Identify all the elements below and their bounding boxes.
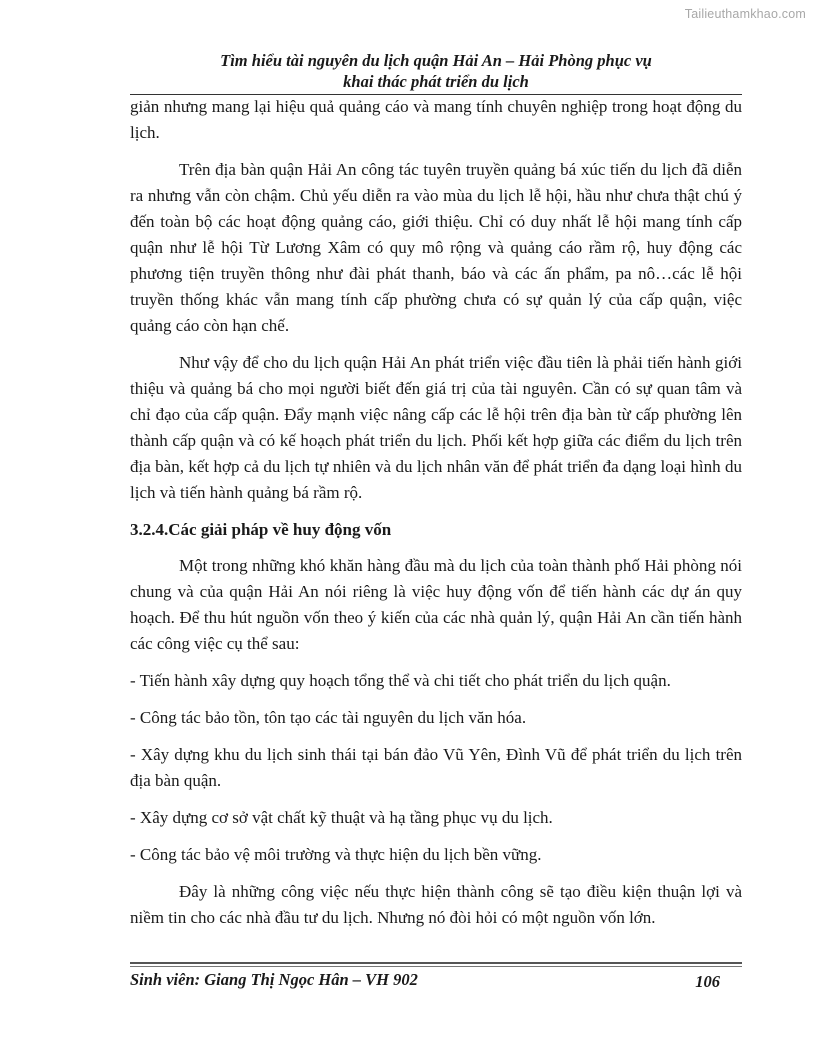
paragraph-promotion-solution: Như vậy để cho du lịch quận Hải An phát triển việc đầu tiên là phải tiến hành giới thiệu và quảng bá cho mọi người biết đến giá trị của tài nguyên. Cần có sự quan tâm và chỉ đạo của cấp quận. Đẩy mạnh việc nâng cấp các lễ hội trên địa bàn từ cấp phường lên thành cấp quận và có kế hoạch phát triển du lịch. Phối kết hợp giữa các điểm du lịch trên địa bàn, kết hợp cả du lịch tự nhiên và du lịch nhân văn để phát triển đa dạng loại hình du lịch và tiến hành quảng bá rầm rộ. bbox=[130, 353, 742, 502]
bullet-item: - Tiến hành xây dựng quy hoạch tổng thể và chi tiết cho phát triển du lịch quận. bbox=[130, 671, 671, 690]
bullet-item: - Xây dựng cơ sở vật chất kỹ thuật và hạ tầng phục vụ du lịch. bbox=[130, 808, 553, 827]
footer-divider-thin bbox=[130, 966, 742, 967]
footer-student-name: Sinh viên: Giang Thị Ngọc Hân – VH 902 bbox=[130, 970, 418, 989]
watermark-text: Tailieuthamkhao.com bbox=[684, 7, 806, 21]
bullet-item: - Công tác bảo vệ môi trường và thực hiện du lịch bền vững. bbox=[130, 845, 542, 864]
page-number: 106 bbox=[695, 972, 720, 991]
footer-divider bbox=[130, 962, 742, 964]
paragraph-promotion-status: Trên địa bàn quận Hải An công tác tuyên truyền quảng bá xúc tiến du lịch đã diễn ra nhưng vẫn còn chậm. Chủ yếu diễn ra vào mùa du lịch lễ hội, hầu như chưa thật chú ý đến toàn bộ các hoạt động quảng cáo, giới thiệu. Chỉ có duy nhất lễ hội mang tính cấp quận như lễ hội Từ Lương Xâm có quy mô rộng và quảng cáo rầm rộ, huy động các phương tiện truyền thông như đài phát thanh, báo và các ấn phẩm, pa nô…các lễ hội truyền thống khác vẫn mang tính cấp phường chưa có sự quản lý của cấp quận, việc quảng cáo còn hạn chế. bbox=[130, 160, 742, 335]
paragraph-capital-intro: Một trong những khó khăn hàng đầu mà du lịch của toàn thành phố Hải phòng nói chung và của quận Hải An nói riêng là việc huy động vốn để tiến hành các dự án quy hoạch. Để thu hút nguồn vốn theo ý kiến của các nhà quản lý, quận Hải An cần tiến hành các công việc cụ thể sau: bbox=[130, 556, 742, 653]
page-header-title bbox=[130, 50, 742, 92]
document-body bbox=[130, 94, 742, 942]
bullet-item: - Công tác bảo tồn, tôn tạo các tài nguyên du lịch văn hóa. bbox=[130, 708, 527, 727]
bullet-item: - Xây dựng khu du lịch sinh thái tại bán đảo Vũ Yên, Đình Vũ để phát triển du lịch trên địa bàn quận. bbox=[130, 745, 742, 790]
header-title-line-2: khai thác phát triển du lịch bbox=[343, 72, 529, 91]
paragraph-conclusion: Đây là những công việc nếu thực hiện thành công sẽ tạo điều kiện thuận lợi và niềm tin cho các nhà đầu tư du lịch. Nhưng nó đòi hỏi có một nguồn vốn lớn. bbox=[130, 882, 742, 927]
paragraph-continuation: giản nhưng mang lại hiệu quả quảng cáo và mang tính chuyên nghiệp trong hoạt động du lịch. bbox=[130, 97, 742, 142]
section-heading: 3.2.4.Các giải pháp về huy động vốn bbox=[130, 520, 392, 539]
header-title-line-1: Tìm hiểu tài nguyên du lịch quận Hải An – Hải Phòng phục vụ bbox=[220, 51, 652, 70]
